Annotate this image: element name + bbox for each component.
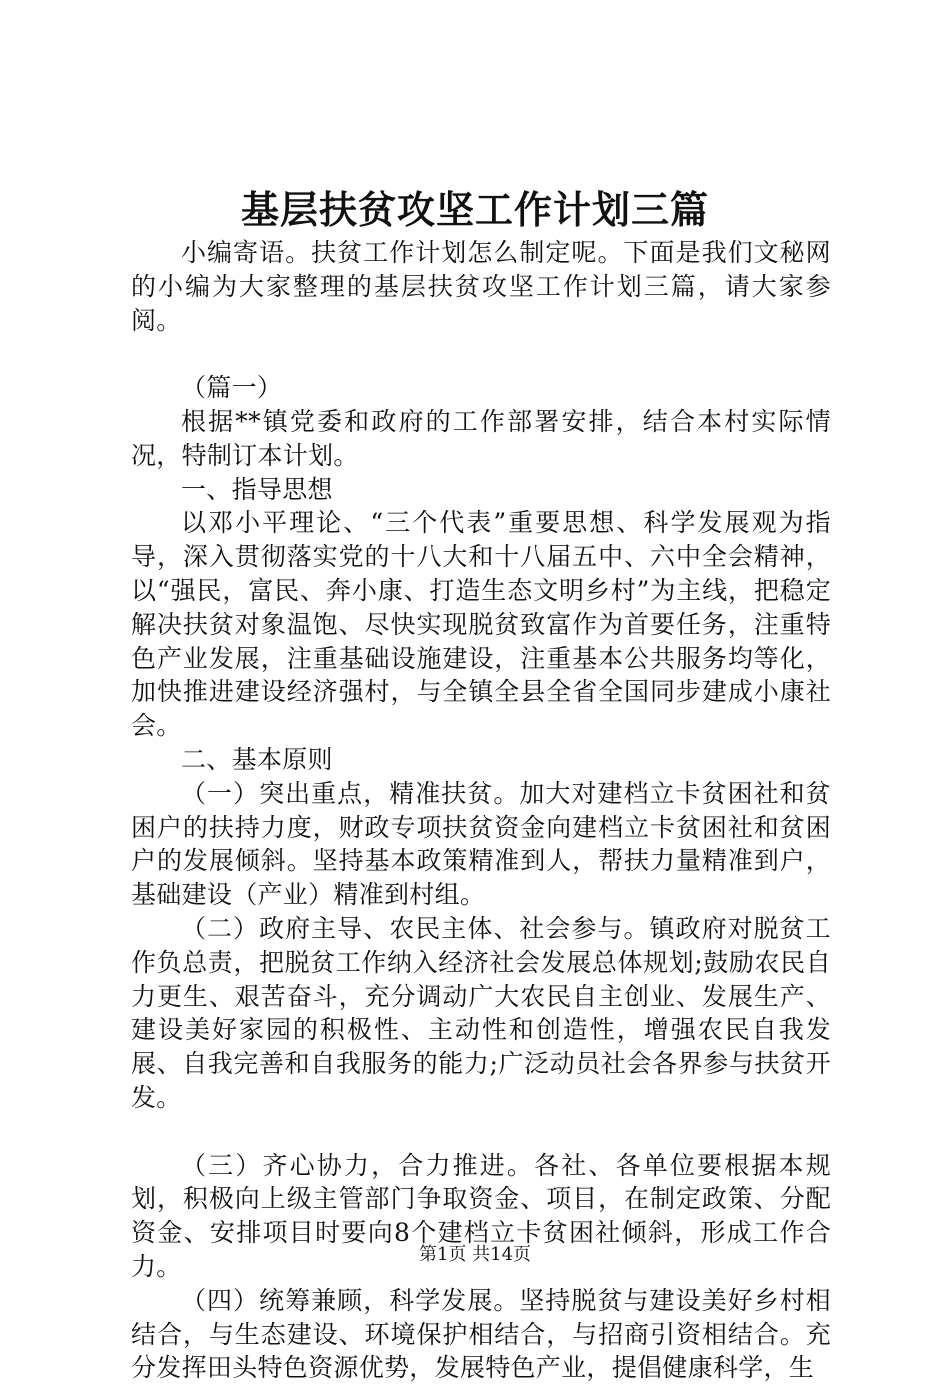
body-paragraph: 以邓小平理论、“三个代表”重要思想、科学发展观为指导，深入贯彻落实党的十八大和十八届五中、六中全会精神，以“强民，富民、奔小康、打造生态文明乡村”为主线，把稳定解决扶贫对象温饱、尽快实现脱贫致富作为首要任务，注重特色产业发展，注重基础设施建设，注重基本公共服务均等化，加快推进建设经济强村，与全镇全县全省全国同步建成小康社会。	[131, 508, 831, 741]
body-paragraph: （一）突出重点，精准扶贫。加大对建档立卡贫困社和贫困户的扶持力度，财政专项扶贫资金向建档立卡贫困社和贫困户的发展倾斜。坚持基本政策精准到人，帮扶力量精准到户，基础建设（产业）精准到村组。	[131, 778, 831, 910]
page-number-footer: 第1页 共14页	[418, 1244, 532, 1265]
paragraph-spacer	[131, 337, 831, 371]
section-heading: 一、指导思想	[181, 474, 333, 504]
section-heading: 二、基本原则	[181, 744, 333, 774]
section-heading-part-one: （篇一）	[181, 373, 283, 403]
intro-paragraph: 小编寄语。扶贫工作计划怎么制定呢。下面是我们文秘网的小编为大家整理的基层扶贫攻坚工作计划三篇，请大家参阅。	[131, 238, 831, 335]
document-body	[131, 236, 831, 1385]
body-paragraph: （二）政府主导、农民主体、社会参与。镇政府对脱贫工作负总责，把脱贫工作纳入经济社会发展总体规划;鼓励农民自力更生、艰苦奋斗，充分调动广大农民自主创业、发展生产、建设美好家园的积极性、主动性和创造性，增强农民自我发展、自我完善和自我服务的能力;广泛动员社会各界参与扶贫开发。	[131, 913, 831, 1112]
paragraph-spacer	[131, 1115, 831, 1149]
body-paragraph: （四）统筹兼顾，科学发展。坚持脱贫与建设美好乡村相结合，与生态建设、环境保护相结合，与招商引资相结合。充分发挥田头特色资源优势，发展特色产业，提倡健康科学，生	[131, 1285, 831, 1383]
body-paragraph: （三）齐心协力，合力推进。各社、各单位要根据本规划，积极向上级主管部门争取资金、项目，在制定政策、分配资金、安排项目时要向8个建档立卡贫困社倾斜，形成工作合力。	[131, 1150, 831, 1281]
body-paragraph: 根据**镇党委和政府的工作部署安排，结合本村实际情况，特制订本计划。	[131, 406, 831, 470]
document-title: 基层扶贫攻坚工作计划三篇	[240, 187, 709, 232]
